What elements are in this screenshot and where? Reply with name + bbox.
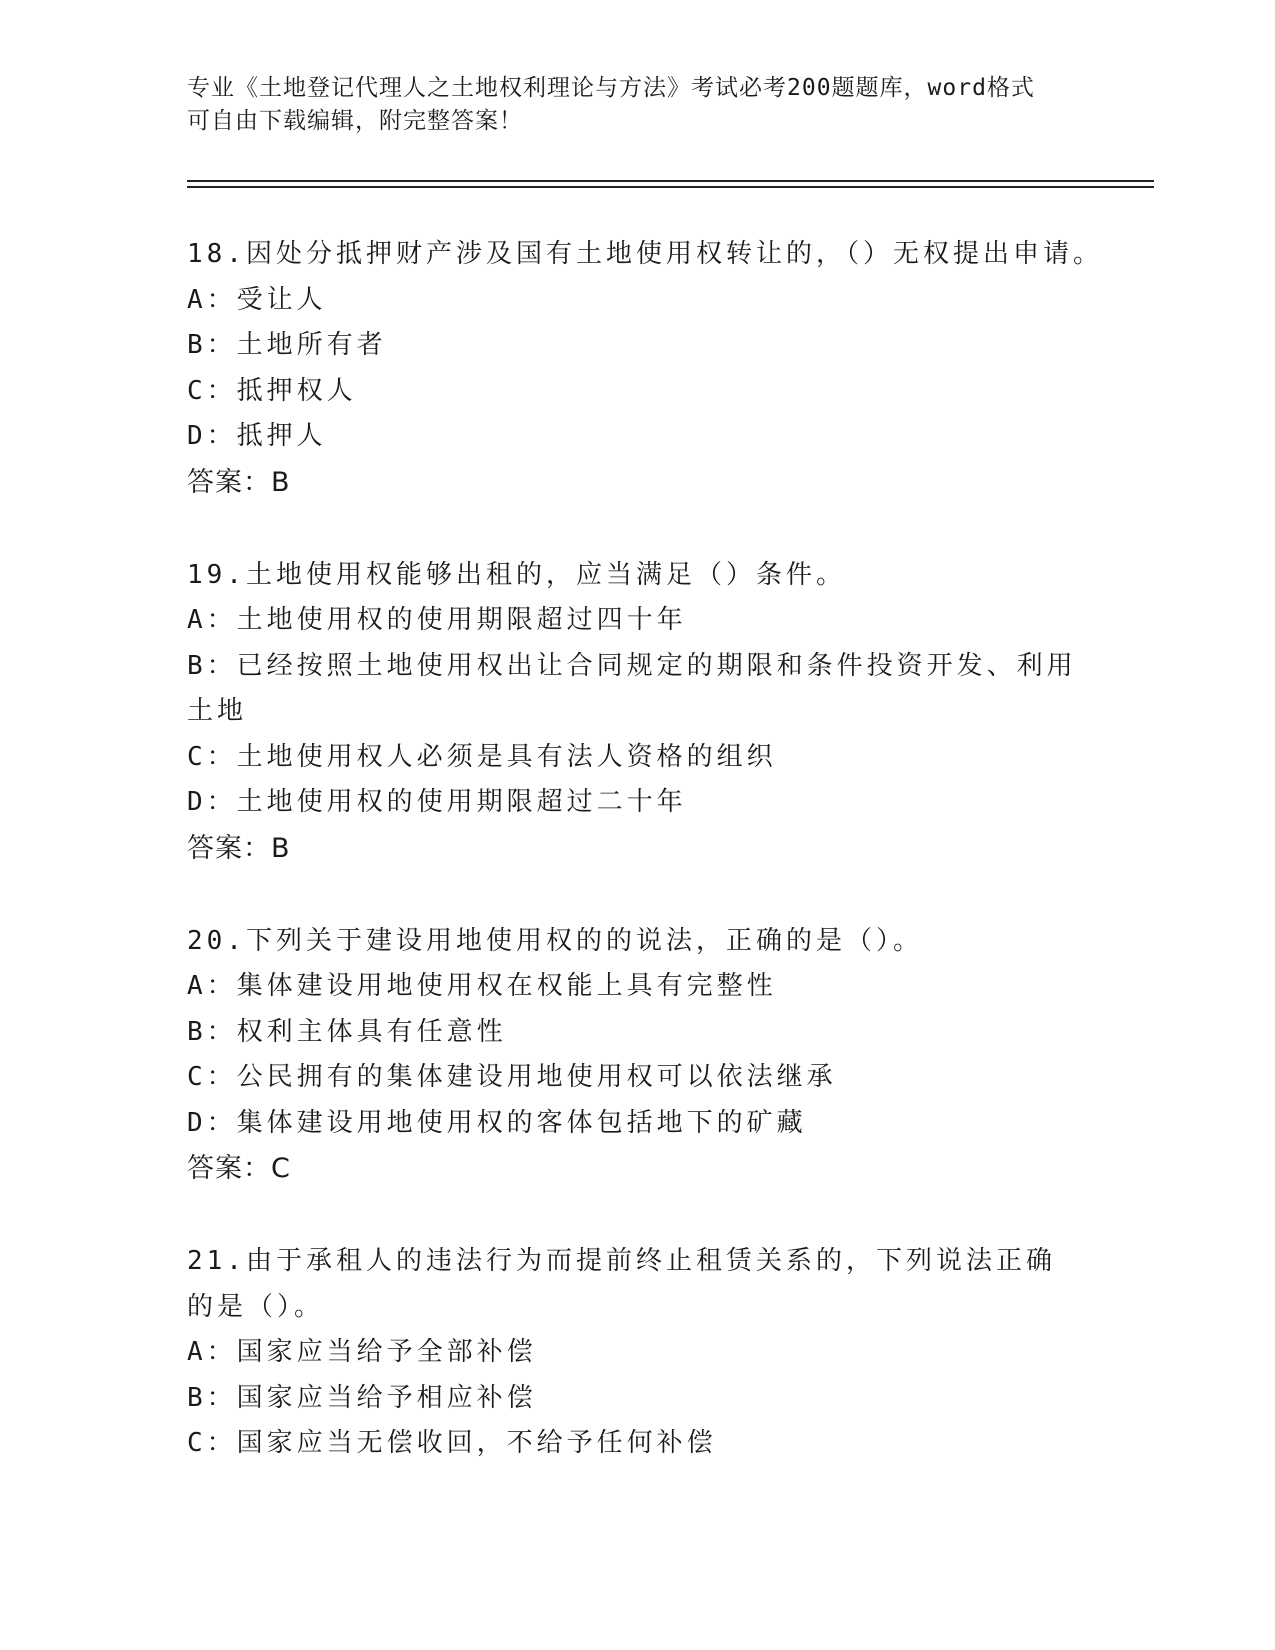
- option-b: B：权利主体具有任意性: [187, 1016, 507, 1047]
- answer-text: 答案：B: [187, 832, 291, 864]
- option-c: C：公民拥有的集体建设用地使用权可以依法继承: [187, 1062, 837, 1092]
- option-d: D：抵押人: [187, 421, 327, 451]
- header-line-2: 可自由下载编辑，附完整答案！: [187, 108, 523, 134]
- answer-text: 答案：B: [187, 466, 291, 498]
- question-stem: 19.土地使用权能够出租的，应当满足（）条件。: [187, 559, 846, 590]
- question-stem: 20.下列关于建设用地使用权的的说法，正确的是（）。: [187, 925, 923, 956]
- question-20: [187, 919, 1087, 1192]
- option-c: C：土地使用权人必须是具有法人资格的组织: [187, 741, 777, 772]
- question-19: [187, 553, 1087, 871]
- question-stem: 21.由于承租人的违法行为而提前终止租赁关系的，下列说法正确的是（）。: [187, 1246, 1056, 1322]
- option-b: B：土地所有者: [187, 330, 387, 360]
- option-b: B：已经按照土地使用权出让合同规定的期限和条件投资开发、利用土地: [187, 650, 1077, 726]
- option-d: D：集体建设用地使用权的客体包括地下的矿藏: [187, 1107, 807, 1138]
- question-21: [187, 1239, 1087, 1467]
- option-a: A：土地使用权的使用期限超过四十年: [187, 605, 687, 635]
- question-list: [187, 232, 1103, 1515]
- option-a: A：受让人: [187, 284, 327, 315]
- header-divider-bottom: [187, 186, 1154, 188]
- option-d: D：土地使用权的使用期限超过二十年: [187, 787, 687, 817]
- option-c: C：国家应当无偿收回，不给予任何补偿: [187, 1428, 717, 1458]
- option-b: B：国家应当给予相应补偿: [187, 1382, 537, 1413]
- option-c: C：抵押权人: [187, 375, 357, 406]
- option-a: A：集体建设用地使用权在权能上具有完整性: [187, 971, 777, 1001]
- question-18: [187, 232, 1103, 505]
- option-a: A：国家应当给予全部补偿: [187, 1337, 537, 1367]
- answer-text: 答案：C: [187, 1153, 291, 1184]
- header-line-1: 专业《土地登记代理人之土地权利理论与方法》考试必考200题题库，word格式: [187, 75, 1035, 101]
- header-divider-top: [187, 180, 1154, 182]
- document-header: [187, 72, 1067, 138]
- question-stem: 18.因处分抵押财产涉及国有土地使用权转让的，（）无权提出申请。: [187, 239, 1103, 269]
